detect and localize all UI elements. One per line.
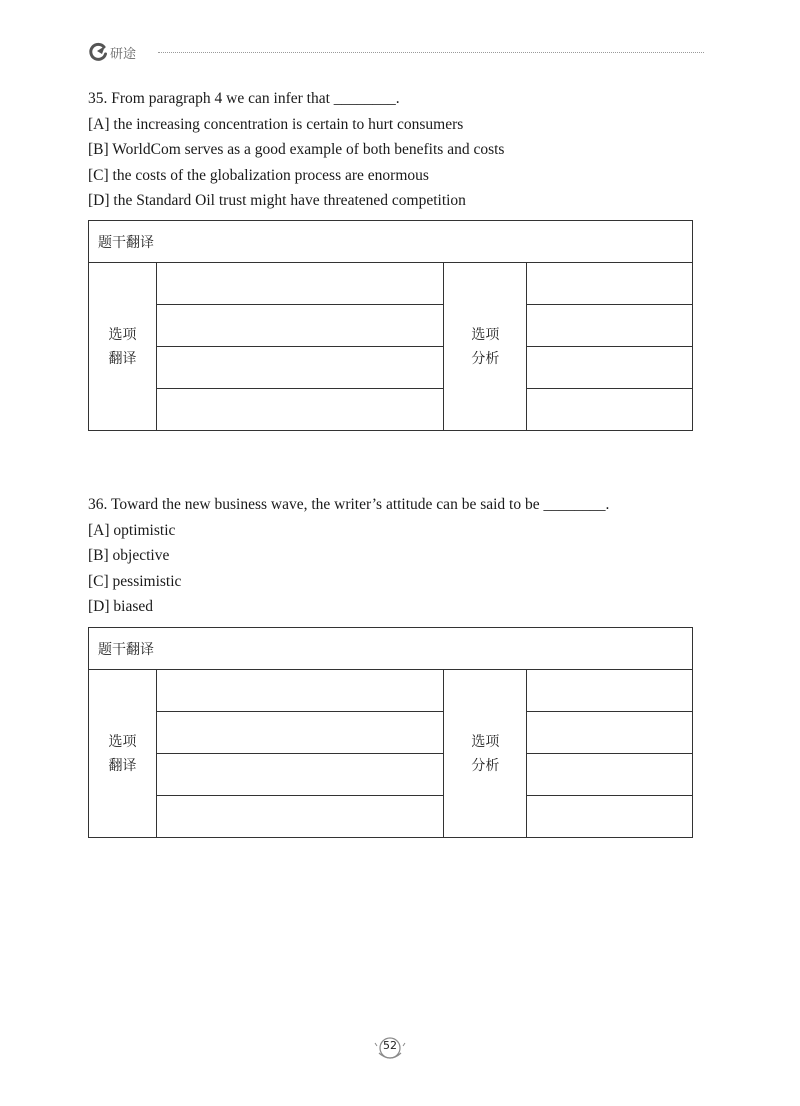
option-b: [B] objective — [88, 547, 170, 564]
option-d: [D] the Standard Oil trust might have threatened competition — [88, 192, 466, 209]
page-header — [88, 40, 704, 64]
option-c: [C] the costs of the globalization process are enormous — [88, 166, 429, 184]
analysis-cell-a[interactable] — [527, 670, 693, 712]
analysis-cell-d[interactable] — [527, 796, 693, 838]
analysis-cell-c[interactable] — [527, 347, 693, 389]
option-b: [B] WorldCom serves as a good example of both benefits and costs — [88, 141, 505, 158]
label-line: 翻译 — [108, 757, 137, 774]
label-line: 选项 — [471, 326, 500, 343]
brand-name: 研途 — [110, 47, 137, 62]
translation-cell-c[interactable] — [156, 347, 443, 389]
option-a: [A] the increasing concentration is certain to hurt consumers — [88, 115, 464, 133]
translation-cell-b[interactable] — [156, 305, 443, 347]
answer-table-35 — [88, 220, 693, 431]
translation-cell-c[interactable] — [156, 754, 443, 796]
translation-cell-b[interactable] — [156, 712, 443, 754]
option-analysis-label — [444, 263, 527, 431]
label-line: 翻译 — [108, 350, 137, 367]
option-d: [D] biased — [88, 598, 153, 615]
translation-cell-d[interactable] — [156, 389, 443, 431]
label-line: 分析 — [471, 350, 500, 367]
question-35 — [88, 86, 708, 214]
analysis-cell-c[interactable] — [527, 754, 693, 796]
option-c: [C] pessimistic — [88, 572, 182, 590]
label-line: 分析 — [471, 757, 500, 774]
header-divider — [158, 52, 704, 53]
page-number: 52 — [383, 1039, 397, 1052]
label-line: 选项 — [108, 326, 137, 343]
question-36 — [88, 492, 708, 620]
option-a: [A] optimistic — [88, 521, 176, 539]
analysis-cell-d[interactable] — [527, 389, 693, 431]
page-number-badge — [374, 1036, 406, 1064]
question-stem: 36. Toward the new business wave, the writer’s attitude can be said to be ________. — [88, 496, 610, 513]
translation-cell-a[interactable] — [156, 263, 443, 305]
analysis-cell-a[interactable] — [527, 263, 693, 305]
translation-cell-a[interactable] — [156, 670, 443, 712]
answer-table-36 — [88, 627, 693, 838]
table-title: 题干翻译 — [89, 628, 693, 670]
question-stem: 35. From paragraph 4 we can infer that ________. — [88, 90, 400, 107]
label-line: 选项 — [471, 733, 500, 750]
analysis-cell-b[interactable] — [527, 712, 693, 754]
option-translation-label — [89, 670, 157, 838]
table-title: 题干翻译 — [89, 221, 693, 263]
option-translation-label — [89, 263, 157, 431]
translation-cell-d[interactable] — [156, 796, 443, 838]
analysis-cell-b[interactable] — [527, 305, 693, 347]
brand-logo-icon — [88, 42, 108, 62]
label-line: 选项 — [108, 733, 137, 750]
option-analysis-label — [444, 670, 527, 838]
